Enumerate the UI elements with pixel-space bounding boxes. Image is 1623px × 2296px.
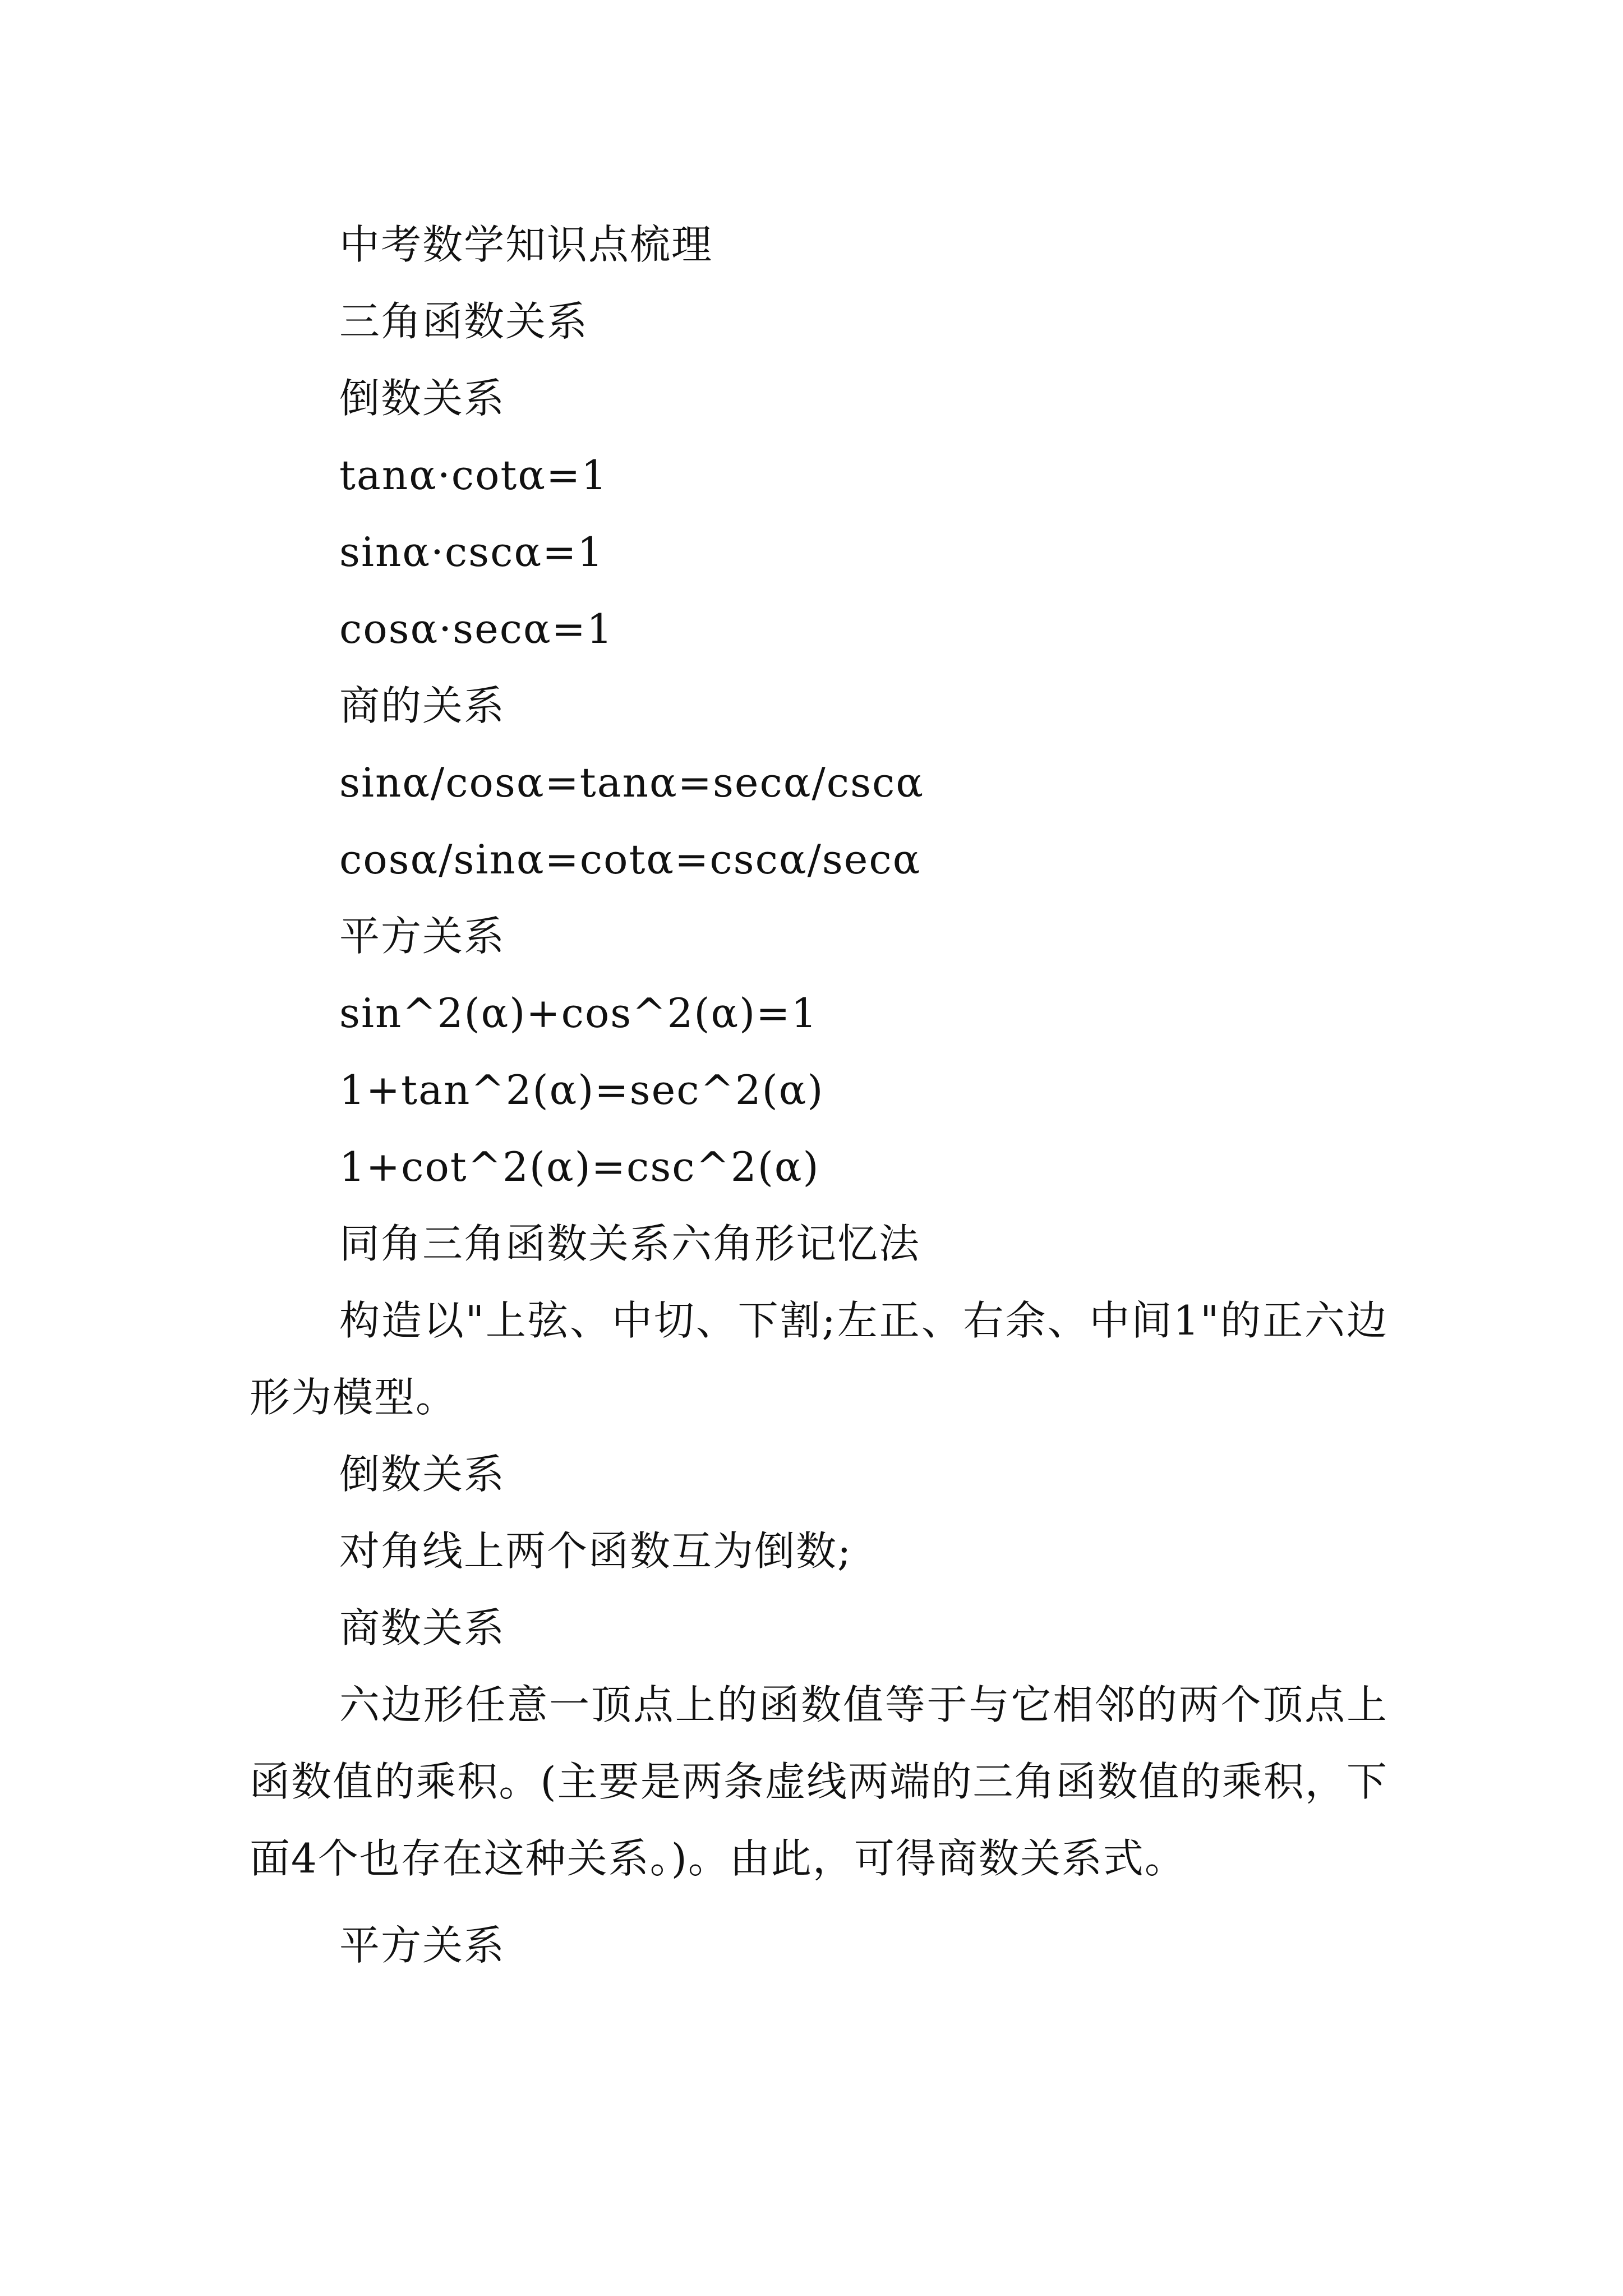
paragraph-quotient-desc: 六边形任意一顶点上的函数值等于与它相邻的两个顶点上函数值的乘积。(主要是两条虚线两端的三角函数值的乘积，下面4个也存在这种关系。)。由此，可得商数关系式。 xyxy=(250,1681,1388,1882)
formula-square-3: 1+cot^2(α)=csc^2(α) xyxy=(339,1143,820,1190)
document-body xyxy=(250,206,1388,1984)
text-reciprocal-desc: 对角线上两个函数互为倒数; xyxy=(339,1527,852,1575)
heading-quotient-2: 商数关系 xyxy=(339,1604,506,1651)
heading-reciprocal: 倒数关系 xyxy=(339,375,506,422)
formula-quotient-1: sinα/cosα=tanα=secα/cscα xyxy=(339,759,924,806)
formula-quotient-2: cosα/sinα=cotα=cscα/secα xyxy=(339,836,921,883)
formula-reciprocal-1: tanα·cotα=1 xyxy=(339,452,608,499)
formula-reciprocal-3: cosα·secα=1 xyxy=(339,605,614,652)
paragraph-hexagon-model: 构造以"上弦、中切、下割;左正、右余、中间1"的正六边形为模型。 xyxy=(250,1297,1388,1421)
heading-quotient: 商的关系 xyxy=(339,682,506,729)
document-title: 中考数学知识点梳理 xyxy=(339,221,713,268)
heading-square: 平方关系 xyxy=(339,913,506,960)
formula-reciprocal-2: sinα·cscα=1 xyxy=(339,528,605,576)
heading-hexagon-mnemonic: 同角三角函数关系六角形记忆法 xyxy=(339,1220,921,1267)
section-heading-trig-relations: 三角函数关系 xyxy=(339,298,589,345)
formula-square-2: 1+tan^2(α)=sec^2(α) xyxy=(339,1066,824,1114)
heading-reciprocal-2: 倒数关系 xyxy=(339,1451,506,1498)
formula-square-1: sin^2(α)+cos^2(α)=1 xyxy=(339,990,818,1037)
heading-square-2: 平方关系 xyxy=(339,1922,506,1969)
